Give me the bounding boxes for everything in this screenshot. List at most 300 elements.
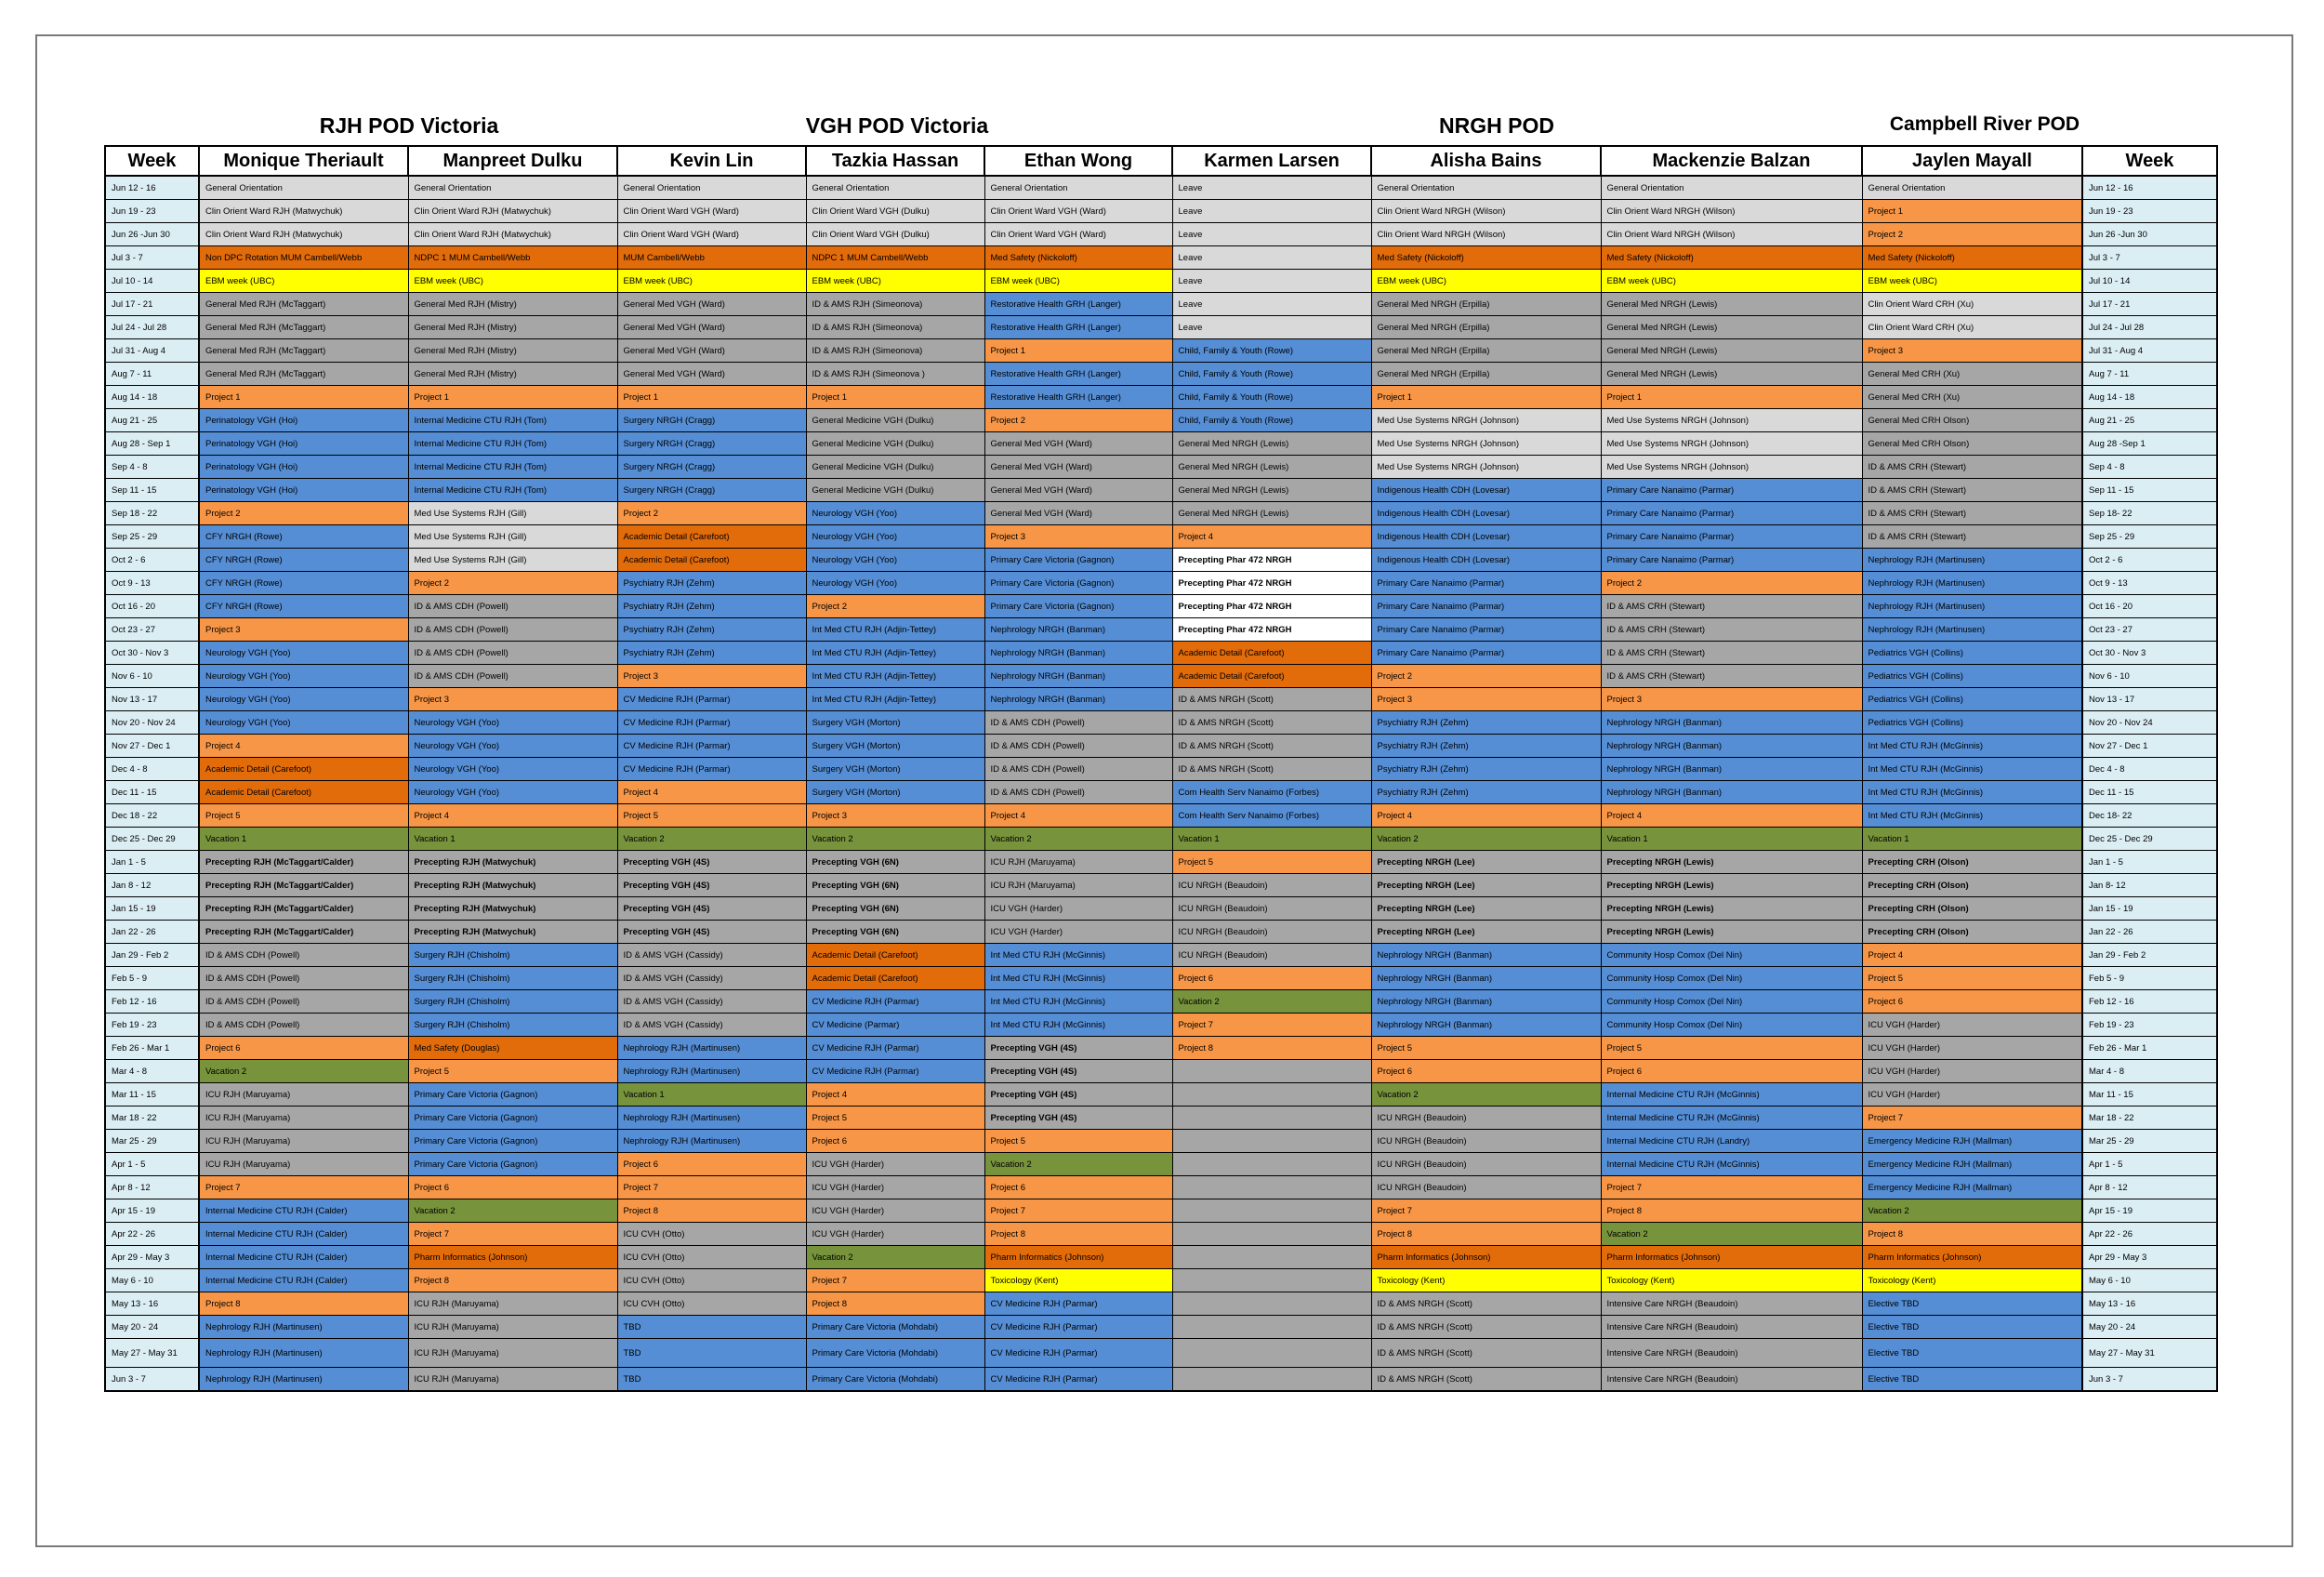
week-cell-right: Jan 8- 12: [2082, 874, 2217, 897]
rotation-cell: Project 5: [1172, 851, 1371, 874]
schedule-row: [105, 246, 2217, 270]
week-cell-right: Feb 5 - 9: [2082, 967, 2217, 990]
rotation-cell: Project 6: [1371, 1060, 1601, 1083]
rotation-cell: Elective TBD: [1862, 1316, 2082, 1339]
rotation-cell: Project 2: [984, 409, 1172, 432]
rotation-cell: Int Med CTU RJH (McGinnis): [1862, 735, 2082, 758]
schedule-row: [105, 897, 2217, 921]
rotation-cell: [1172, 1199, 1371, 1223]
rotation-cell: Med Use Systems NRGH (Johnson): [1371, 456, 1601, 479]
rotation-cell: General Orientation: [408, 176, 617, 200]
rotation-cell: ID & AMS CRH (Stewart): [1601, 642, 1862, 665]
schedule-row: [105, 1014, 2217, 1037]
rotation-cell: Project 6: [984, 1176, 1172, 1199]
rotation-cell: Project 4: [199, 735, 408, 758]
schedule-row: [105, 176, 2217, 200]
rotation-cell: Vacation 1: [199, 828, 408, 851]
week-cell: Dec 11 - 15: [105, 781, 199, 804]
rotation-cell: Project 4: [1172, 525, 1371, 549]
rotation-cell: CV Medicine RJH (Parmar): [806, 1060, 984, 1083]
rotation-cell: Internal Medicine CTU RJH (Tom): [408, 456, 617, 479]
rotation-cell: CFY NRGH (Rowe): [199, 595, 408, 618]
schedule-row: [105, 1246, 2217, 1269]
rotation-cell: ID & AMS NRGH (Scott): [1371, 1368, 1601, 1392]
rotation-cell: Vacation 1: [617, 1083, 806, 1107]
col-header-student: Alisha Bains: [1371, 146, 1601, 176]
rotation-cell: Project 4: [617, 781, 806, 804]
rotation-cell: Project 3: [408, 688, 617, 711]
week-cell: Jul 10 - 14: [105, 270, 199, 293]
rotation-cell: Med Use Systems RJH (Gill): [408, 549, 617, 572]
week-cell-right: Jul 24 - Jul 28: [2082, 316, 2217, 339]
rotation-cell: Nephrology RJH (Martinusen): [199, 1316, 408, 1339]
rotation-cell: Intensive Care NRGH (Beaudoin): [1601, 1292, 1862, 1316]
schedule-row: [105, 200, 2217, 223]
week-cell: Feb 19 - 23: [105, 1014, 199, 1037]
week-cell-right: Apr 8 - 12: [2082, 1176, 2217, 1199]
rotation-cell: Clin Orient Ward NRGH (Wilson): [1601, 200, 1862, 223]
rotation-cell: ID & AMS NRGH (Scott): [1172, 688, 1371, 711]
rotation-cell: Nephrology RJH (Martinusen): [617, 1060, 806, 1083]
rotation-cell: Clin Orient Ward RJH (Matwychuk): [199, 223, 408, 246]
rotation-cell: Precepting VGH (4S): [617, 874, 806, 897]
rotation-cell: Project 7: [408, 1223, 617, 1246]
rotation-cell: ICU NRGH (Beaudoin): [1172, 944, 1371, 967]
week-cell-right: Apr 15 - 19: [2082, 1199, 2217, 1223]
rotation-cell: Internal Medicine CTU RJH (McGinnis): [1601, 1107, 1862, 1130]
schedule-row: [105, 1060, 2217, 1083]
rotation-cell: ICU RJH (Maruyama): [199, 1083, 408, 1107]
week-cell: Jan 29 - Feb 2: [105, 944, 199, 967]
rotation-cell: Project 2: [806, 595, 984, 618]
rotation-cell: Nephrology RJH (Martinusen): [199, 1368, 408, 1392]
schedule-row: [105, 781, 2217, 804]
rotation-cell: General Med NRGH (Lewis): [1601, 316, 1862, 339]
week-cell-right: Dec 18- 22: [2082, 804, 2217, 828]
rotation-cell: General Medicine VGH (Dulku): [806, 409, 984, 432]
rotation-cell: ID & AMS CDH (Powell): [199, 1014, 408, 1037]
rotation-cell: Surgery NRGH (Cragg): [617, 409, 806, 432]
week-cell: May 13 - 16: [105, 1292, 199, 1316]
rotation-cell: General Med RJH (Mistry): [408, 316, 617, 339]
rotation-cell: Toxicology (Kent): [984, 1269, 1172, 1292]
rotation-cell: Project 7: [1172, 1014, 1371, 1037]
rotation-cell: Nephrology RJH (Martinusen): [1862, 572, 2082, 595]
rotation-cell: ICU VGH (Harder): [1862, 1083, 2082, 1107]
rotation-cell: Vacation 2: [199, 1060, 408, 1083]
rotation-cell: Neurology VGH (Yoo): [408, 735, 617, 758]
rotation-cell: Elective TBD: [1862, 1292, 2082, 1316]
rotation-cell: [1172, 1246, 1371, 1269]
week-cell: Jan 1 - 5: [105, 851, 199, 874]
rotation-cell: Clin Orient Ward VGH (Dulku): [806, 200, 984, 223]
rotation-cell: ICU CVH (Otto): [617, 1246, 806, 1269]
rotation-cell: Nephrology NRGH (Banman): [1371, 1014, 1601, 1037]
rotation-cell: General Med NRGH (Lewis): [1601, 339, 1862, 363]
rotation-cell: General Orientation: [617, 176, 806, 200]
rotation-cell: Precepting VGH (6N): [806, 897, 984, 921]
rotation-cell: Project 5: [1862, 967, 2082, 990]
rotation-cell: Project 3: [984, 525, 1172, 549]
rotation-cell: ID & AMS CDH (Powell): [199, 967, 408, 990]
rotation-cell: Vacation 2: [806, 828, 984, 851]
rotation-cell: Pharm Informatics (Johnson): [408, 1246, 617, 1269]
rotation-cell: Int Med CTU RJH (McGinnis): [1862, 804, 2082, 828]
week-cell: Apr 1 - 5: [105, 1153, 199, 1176]
week-cell-right: May 6 - 10: [2082, 1269, 2217, 1292]
rotation-cell: General Med VGH (Ward): [984, 456, 1172, 479]
rotation-cell: Psychiatry RJH (Zehm): [617, 595, 806, 618]
rotation-cell: Project 8: [1862, 1223, 2082, 1246]
rotation-cell: Nephrology NRGH (Banman): [984, 642, 1172, 665]
rotation-cell: Community Hosp Comox (Del Nin): [1601, 990, 1862, 1014]
rotation-cell: Precepting VGH (4S): [984, 1060, 1172, 1083]
rotation-cell: General Med RJH (Mistry): [408, 293, 617, 316]
rotation-cell: Project 1: [1601, 386, 1862, 409]
week-cell-right: Jul 17 - 21: [2082, 293, 2217, 316]
rotation-cell: Clin Orient Ward NRGH (Wilson): [1371, 223, 1601, 246]
schedule-row: [105, 1368, 2217, 1392]
rotation-cell: Project 3: [1601, 688, 1862, 711]
rotation-cell: Project 8: [1601, 1199, 1862, 1223]
rotation-cell: Int Med CTU RJH (Adjin-Tettey): [806, 642, 984, 665]
week-cell: Oct 9 - 13: [105, 572, 199, 595]
rotation-cell: Precepting CRH (Olson): [1862, 921, 2082, 944]
rotation-cell: Leave: [1172, 316, 1371, 339]
rotation-cell: Nephrology NRGH (Banman): [1601, 758, 1862, 781]
rotation-cell: Precepting NRGH (Lewis): [1601, 921, 1862, 944]
rotation-cell: Project 4: [984, 804, 1172, 828]
rotation-cell: Int Med CTU RJH (McGinnis): [984, 1014, 1172, 1037]
week-cell-right: Jul 3 - 7: [2082, 246, 2217, 270]
rotation-cell: Project 5: [408, 1060, 617, 1083]
rotation-cell: Project 8: [984, 1223, 1172, 1246]
rotation-cell: General Med RJH (McTaggart): [199, 339, 408, 363]
rotation-cell: Nephrology RJH (Martinusen): [1862, 618, 2082, 642]
col-header-student: Tazkia Hassan: [806, 146, 984, 176]
rotation-cell: Indigenous Health CDH (Lovesar): [1371, 479, 1601, 502]
week-cell-right: Jun 3 - 7: [2082, 1368, 2217, 1392]
rotation-cell: Project 3: [806, 804, 984, 828]
rotation-cell: CV Medicine RJH (Parmar): [617, 711, 806, 735]
rotation-cell: [1172, 1316, 1371, 1339]
rotation-cell: General Med VGH (Ward): [984, 479, 1172, 502]
rotation-cell: General Medicine VGH (Dulku): [806, 479, 984, 502]
rotation-cell: NDPC 1 MUM Cambell/Webb: [408, 246, 617, 270]
rotation-cell: Nephrology RJH (Martinusen): [1862, 595, 2082, 618]
rotation-cell: Indigenous Health CDH (Lovesar): [1371, 525, 1601, 549]
rotation-cell: Project 6: [1601, 1060, 1862, 1083]
rotation-cell: Emergency Medicine RJH (Mallman): [1862, 1176, 2082, 1199]
rotation-cell: General Med NRGH (Lewis): [1172, 479, 1371, 502]
rotation-cell: ID & AMS RJH (Simeonova): [806, 339, 984, 363]
rotation-cell: Project 5: [1371, 1037, 1601, 1060]
rotation-cell: Precepting RJH (Matwychuk): [408, 897, 617, 921]
rotation-cell: Precepting NRGH (Lewis): [1601, 897, 1862, 921]
rotation-cell: Int Med CTU RJH (Adjin-Tettey): [806, 618, 984, 642]
rotation-cell: Precepting NRGH (Lee): [1371, 851, 1601, 874]
rotation-cell: ICU VGH (Harder): [1862, 1037, 2082, 1060]
week-cell-right: May 20 - 24: [2082, 1316, 2217, 1339]
rotation-cell: Project 7: [199, 1176, 408, 1199]
rotation-cell: Nephrology NRGH (Banman): [1601, 781, 1862, 804]
rotation-cell: ICU NRGH (Beaudoin): [1371, 1130, 1601, 1153]
rotation-cell: Clin Orient Ward VGH (Ward): [984, 200, 1172, 223]
rotation-cell: Med Safety (Nickoloff): [1371, 246, 1601, 270]
rotation-cell: Clin Orient Ward VGH (Ward): [984, 223, 1172, 246]
week-cell: Sep 4 - 8: [105, 456, 199, 479]
rotation-cell: ICU CVH (Otto): [617, 1223, 806, 1246]
rotation-cell: Toxicology (Kent): [1371, 1269, 1601, 1292]
rotation-cell: Project 2: [617, 502, 806, 525]
rotation-cell: ID & AMS VGH (Cassidy): [617, 967, 806, 990]
rotation-cell: ID & AMS CRH (Stewart): [1862, 525, 2082, 549]
week-cell: Jun 19 - 23: [105, 200, 199, 223]
rotation-cell: Precepting VGH (6N): [806, 851, 984, 874]
rotation-cell: Academic Detail (Carefoot): [617, 549, 806, 572]
rotation-cell: Academic Detail (Carefoot): [1172, 642, 1371, 665]
rotation-cell: ID & AMS CDH (Powell): [984, 711, 1172, 735]
rotation-cell: Nephrology RJH (Martinusen): [617, 1107, 806, 1130]
rotation-cell: Pharm Informatics (Johnson): [1371, 1246, 1601, 1269]
rotation-cell: ID & AMS CDH (Powell): [408, 618, 617, 642]
rotation-cell: Precepting RJH (McTaggart/Calder): [199, 851, 408, 874]
week-cell-right: Sep 25 - 29: [2082, 525, 2217, 549]
rotation-cell: Project 4: [1862, 944, 2082, 967]
rotation-cell: CV Medicine (Parmar): [806, 1014, 984, 1037]
rotation-cell: EBM week (UBC): [1862, 270, 2082, 293]
rotation-cell: ID & AMS VGH (Cassidy): [617, 1014, 806, 1037]
col-header-student: Manpreet Dulku: [408, 146, 617, 176]
rotation-cell: Internal Medicine CTU RJH (McGinnis): [1601, 1153, 1862, 1176]
rotation-cell: Internal Medicine CTU RJH (Calder): [199, 1246, 408, 1269]
rotation-cell: ICU VGH (Harder): [1862, 1060, 2082, 1083]
rotation-cell: ICU RJH (Maruyama): [408, 1316, 617, 1339]
rotation-cell: Surgery VGH (Morton): [806, 711, 984, 735]
rotation-cell: Vacation 2: [984, 828, 1172, 851]
rotation-cell: ICU NRGH (Beaudoin): [1371, 1176, 1601, 1199]
rotation-cell: Project 6: [408, 1176, 617, 1199]
rotation-cell: General Med VGH (Ward): [617, 339, 806, 363]
rotation-cell: Neurology VGH (Yoo): [408, 758, 617, 781]
rotation-cell: Primary Care Nanaimo (Parmar): [1601, 502, 1862, 525]
rotation-cell: General Orientation: [1601, 176, 1862, 200]
rotation-cell: Project 1: [806, 386, 984, 409]
schedule-row: [105, 479, 2217, 502]
col-header-week-right: Week: [2082, 146, 2217, 176]
week-cell: Sep 18 - 22: [105, 502, 199, 525]
rotation-cell: Project 1: [408, 386, 617, 409]
schedule-body: [105, 176, 2217, 1391]
rotation-cell: Project 7: [806, 1269, 984, 1292]
schedule-row: [105, 363, 2217, 386]
week-cell: Jan 8 - 12: [105, 874, 199, 897]
rotation-cell: Vacation 2: [617, 828, 806, 851]
rotation-cell: Clin Orient Ward VGH (Ward): [617, 200, 806, 223]
rotation-cell: Clin Orient Ward RJH (Matwychuk): [408, 223, 617, 246]
rotation-cell: Primary Care Nanaimo (Parmar): [1371, 595, 1601, 618]
rotation-cell: General Orientation: [806, 176, 984, 200]
rotation-cell: Toxicology (Kent): [1601, 1269, 1862, 1292]
week-cell-right: Apr 1 - 5: [2082, 1153, 2217, 1176]
rotation-cell: Int Med CTU RJH (McGinnis): [984, 990, 1172, 1014]
rotation-cell: General Med NRGH (Erpilla): [1371, 339, 1601, 363]
rotation-cell: General Med NRGH (Erpilla): [1371, 316, 1601, 339]
week-cell-right: Mar 4 - 8: [2082, 1060, 2217, 1083]
rotation-cell: ICU CVH (Otto): [617, 1292, 806, 1316]
week-cell: Mar 4 - 8: [105, 1060, 199, 1083]
rotation-cell: [1172, 1339, 1371, 1368]
rotation-cell: ID & AMS CRH (Stewart): [1862, 479, 2082, 502]
rotation-cell: CV Medicine RJH (Parmar): [617, 735, 806, 758]
rotation-cell: Int Med CTU RJH (McGinnis): [1862, 781, 2082, 804]
rotation-schedule-table: [104, 145, 2218, 1392]
rotation-cell: Internal Medicine CTU RJH (Calder): [199, 1199, 408, 1223]
rotation-cell: Nephrology NRGH (Banman): [984, 618, 1172, 642]
rotation-cell: Leave: [1172, 200, 1371, 223]
rotation-cell: Child, Family & Youth (Rowe): [1172, 409, 1371, 432]
rotation-cell: Primary Care Victoria (Gagnon): [984, 549, 1172, 572]
rotation-cell: [1172, 1292, 1371, 1316]
schedule-row: [105, 409, 2217, 432]
rotation-cell: Int Med CTU RJH (McGinnis): [1862, 758, 2082, 781]
rotation-cell: Precepting Phar 472 NRGH: [1172, 595, 1371, 618]
header-row: [105, 146, 2217, 176]
rotation-cell: Psychiatry RJH (Zehm): [1371, 735, 1601, 758]
schedule-row: [105, 688, 2217, 711]
rotation-cell: Academic Detail (Carefoot): [199, 758, 408, 781]
rotation-cell: CFY NRGH (Rowe): [199, 549, 408, 572]
week-cell: Nov 20 - Nov 24: [105, 711, 199, 735]
rotation-cell: Project 1: [1862, 200, 2082, 223]
schedule-row: [105, 1199, 2217, 1223]
rotation-cell: ID & AMS NRGH (Scott): [1371, 1316, 1601, 1339]
rotation-cell: General Med NRGH (Erpilla): [1371, 293, 1601, 316]
rotation-cell: Clin Orient Ward NRGH (Wilson): [1371, 200, 1601, 223]
schedule-row: [105, 1107, 2217, 1130]
rotation-cell: Med Safety (Douglas): [408, 1037, 617, 1060]
rotation-cell: Precepting VGH (4S): [984, 1107, 1172, 1130]
week-cell: Jun 26 -Jun 30: [105, 223, 199, 246]
week-cell-right: Aug 14 - 18: [2082, 386, 2217, 409]
rotation-cell: Project 6: [806, 1130, 984, 1153]
rotation-cell: Surgery NRGH (Cragg): [617, 432, 806, 456]
rotation-cell: ID & AMS CDH (Powell): [984, 758, 1172, 781]
rotation-cell: Project 3: [199, 618, 408, 642]
week-cell-right: Nov 6 - 10: [2082, 665, 2217, 688]
rotation-cell: Primary Care Victoria (Gagnon): [408, 1107, 617, 1130]
rotation-cell: Nephrology NRGH (Banman): [1371, 990, 1601, 1014]
rotation-cell: Precepting Phar 472 NRGH: [1172, 572, 1371, 595]
rotation-cell: ICU VGH (Harder): [984, 921, 1172, 944]
col-header-student: Kevin Lin: [617, 146, 806, 176]
rotation-cell: Precepting NRGH (Lee): [1371, 921, 1601, 944]
rotation-cell: Clin Orient Ward CRH (Xu): [1862, 293, 2082, 316]
week-cell: May 6 - 10: [105, 1269, 199, 1292]
rotation-cell: Psychiatry RJH (Zehm): [617, 572, 806, 595]
rotation-cell: Precepting RJH (Matwychuk): [408, 874, 617, 897]
rotation-cell: Project 7: [984, 1199, 1172, 1223]
week-cell-right: Jan 15 - 19: [2082, 897, 2217, 921]
rotation-cell: Project 1: [984, 339, 1172, 363]
rotation-cell: ICU NRGH (Beaudoin): [1172, 874, 1371, 897]
rotation-cell: Med Use Systems NRGH (Johnson): [1601, 409, 1862, 432]
week-cell-right: Jul 10 - 14: [2082, 270, 2217, 293]
rotation-cell: Project 8: [1371, 1223, 1601, 1246]
week-cell: Nov 6 - 10: [105, 665, 199, 688]
rotation-cell: Project 6: [199, 1037, 408, 1060]
rotation-cell: Nephrology RJH (Martinusen): [199, 1339, 408, 1368]
pod-title-campbell-river: Campbell River POD: [1889, 113, 2080, 135]
week-cell-right: Jun 19 - 23: [2082, 200, 2217, 223]
col-header-student: Monique Theriault: [199, 146, 408, 176]
rotation-cell: Med Use Systems NRGH (Johnson): [1371, 432, 1601, 456]
rotation-cell: Project 6: [1172, 967, 1371, 990]
rotation-cell: Med Use Systems NRGH (Johnson): [1371, 409, 1601, 432]
rotation-cell: Pharm Informatics (Johnson): [984, 1246, 1172, 1269]
rotation-cell: Surgery RJH (Chisholm): [408, 944, 617, 967]
rotation-cell: Restorative Health GRH (Langer): [984, 386, 1172, 409]
rotation-cell: General Med NRGH (Lewis): [1172, 502, 1371, 525]
rotation-cell: ID & AMS CDH (Powell): [408, 595, 617, 618]
schedule-row: [105, 944, 2217, 967]
rotation-cell: Project 3: [617, 665, 806, 688]
rotation-cell: Precepting CRH (Olson): [1862, 851, 2082, 874]
week-cell-right: Sep 4 - 8: [2082, 456, 2217, 479]
rotation-cell: Child, Family & Youth (Rowe): [1172, 339, 1371, 363]
rotation-cell: EBM week (UBC): [984, 270, 1172, 293]
rotation-cell: TBD: [617, 1316, 806, 1339]
rotation-cell: General Med VGH (Ward): [617, 293, 806, 316]
week-cell: Feb 12 - 16: [105, 990, 199, 1014]
rotation-cell: Restorative Health GRH (Langer): [984, 363, 1172, 386]
rotation-cell: Vacation 2: [1371, 828, 1601, 851]
rotation-cell: ICU RJH (Maruyama): [408, 1292, 617, 1316]
week-cell-right: Aug 7 - 11: [2082, 363, 2217, 386]
week-cell-right: Feb 19 - 23: [2082, 1014, 2217, 1037]
rotation-cell: Primary Care Nanaimo (Parmar): [1601, 549, 1862, 572]
rotation-cell: Surgery NRGH (Cragg): [617, 456, 806, 479]
rotation-cell: Med Use Systems NRGH (Johnson): [1601, 456, 1862, 479]
week-cell: Oct 23 - 27: [105, 618, 199, 642]
rotation-cell: Neurology VGH (Yoo): [806, 549, 984, 572]
rotation-cell: ID & AMS CDH (Powell): [199, 990, 408, 1014]
rotation-cell: Nephrology NRGH (Banman): [984, 665, 1172, 688]
rotation-cell: General Orientation: [984, 176, 1172, 200]
week-cell-right: May 27 - May 31: [2082, 1339, 2217, 1368]
rotation-cell: Precepting NRGH (Lewis): [1601, 851, 1862, 874]
rotation-cell: Restorative Health GRH (Langer): [984, 293, 1172, 316]
rotation-cell: Project 2: [199, 502, 408, 525]
col-header-student: Mackenzie Balzan: [1601, 146, 1862, 176]
rotation-cell: Vacation 2: [408, 1199, 617, 1223]
schedule-row: [105, 293, 2217, 316]
rotation-cell: Med Use Systems NRGH (Johnson): [1601, 432, 1862, 456]
rotation-cell: Academic Detail (Carefoot): [617, 525, 806, 549]
rotation-cell: Vacation 2: [806, 1246, 984, 1269]
rotation-cell: General Med VGH (Ward): [617, 363, 806, 386]
rotation-cell: Community Hosp Comox (Del Nin): [1601, 944, 1862, 967]
rotation-cell: Primary Care Victoria (Mohdabi): [806, 1316, 984, 1339]
rotation-cell: Med Safety (Nickoloff): [1862, 246, 2082, 270]
rotation-cell: ICU VGH (Harder): [806, 1176, 984, 1199]
week-cell: May 20 - 24: [105, 1316, 199, 1339]
rotation-cell: Precepting RJH (McTaggart/Calder): [199, 874, 408, 897]
schedule-row: [105, 828, 2217, 851]
rotation-cell: Precepting VGH (4S): [617, 851, 806, 874]
rotation-cell: General Med CRH Olson): [1862, 432, 2082, 456]
rotation-cell: ID & AMS CRH (Stewart): [1862, 456, 2082, 479]
